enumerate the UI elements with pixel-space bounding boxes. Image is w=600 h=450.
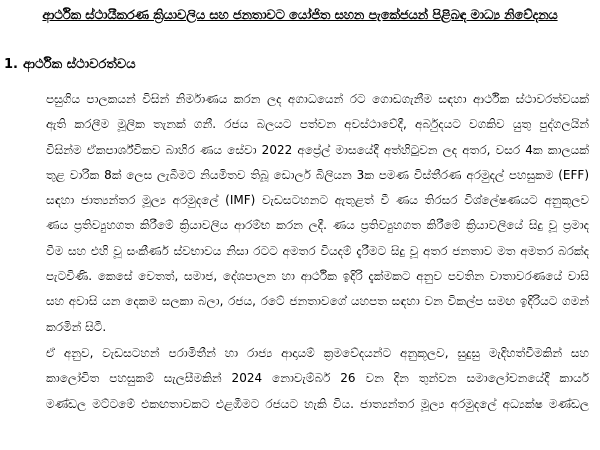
paragraph-line: පැටවිණි. කෙසේ වෙතත්, සමාජ, දේශපාලන හා ආර්ථික ඉදිරි දැක්මකට අනුව පවතින වාතාවරණයේ වාසි	[46, 269, 589, 284]
paragraph-line: මණ්ඩල මට්ටමේ එකඟතාවකට එළඹීමට රජයට හැකි විය. ජාත්‍යන්තර මූල්‍ය අරමුදලේ අධ්‍යක්ෂ මණ්ඩල	[46, 396, 589, 411]
paragraph-1	[46, 87, 589, 340]
paragraph-line: ඇති කරලීම මූලික තැනක් ගනී. රජය බලයට පත්වන අවස්ථාවේදී, අර්බුදයට වගකිව යුතු පුද්ගලයින්	[46, 117, 589, 132]
paragraph-line: කාලෝචිත පහසුකම් සැලසීමකින් 2024 නොවැම්බර් 26 වන දින තුන්වන සමාලෝචනයේදී කාර්ය	[46, 371, 589, 386]
paragraph-line: ණය ප්‍රතිව්‍යුහගත කිරීමේ ක්‍රියාවලිය ආරම්භ කරන ලදී. ණය ප්‍රතිව්‍යුහගත කිරීමේ ක්‍රියාවලියේ සිදු වූ ප්‍රමාද	[46, 218, 589, 233]
paragraph-line: විසින්ම ඒකපාර්ශ්විකව බාහිර ණය සේවා 2022 අප්‍රේල් මාසයේදී අත්හිටුවන ලද අතර, වසර 4ක කාලයක්	[46, 142, 589, 157]
paragraph-line: සඳහා ජාත්‍යන්තර මූල්‍ය අරමුදලේ (IMF) වැඩසටහනට ඇතුළත් වී ණය තිරසර විශ්ලේෂණයට අනුකූලව	[46, 193, 589, 208]
section-heading-text: ආර්ථික ස්ථාවරත්වය	[22, 57, 136, 72]
paragraph-line: තුළ වාරික 8ක් ලෙස ලැබීමට නියමිතව තිබූ ඩොලර් බිලියන 3ක පමණ විස්තීරණ අරමුදල් පහසුකම (EFF)	[46, 167, 589, 182]
paragraph-line: පසුගිය පාලකයන් විසින් නිර්මාණය කරන ලද අගාධයෙන් රට ගොඩගැනීම සඳහා ආර්ථික ස්ථාවරත්වයක්	[46, 92, 589, 106]
document-title: ආර්ථික ස්ථායීකරණ ක්‍රියාවලිය සහ ජනතාවට යෝජිත සහන පැකේජයන් පිළිබඳ මාධ්‍ය නිවේදනය	[42, 8, 558, 23]
section-heading	[4, 57, 136, 72]
paragraph-line: වීම සහ එහි වූ සංකීර්ණ ස්වභාවය නිසා රටට අමතර වියදම් දැරීමට සිදු වූ අතර ජනතාව මත අමතර බරක්ද	[46, 243, 589, 258]
section-number: 1.	[4, 57, 18, 72]
paragraph-line: සහ අවාසි යන දෙකම සලකා බලා, රජය, රටේ ජනතාවගේ යහපත සඳහා වන විකල්ප සමඟ ඉදිරියට ගමන්	[46, 294, 589, 309]
paragraph-2	[46, 341, 589, 417]
paragraph-line: ඒ අනුව, වැඩසටහන් පරාමිතීන් හා රාජ්‍ය ආදායම් ක්‍රමවේදයන්ට අනුකූලව, සුදුසු මැදිහත්වීමකින් සහ	[46, 346, 589, 360]
paragraph-line: කරමින් සිටී.	[46, 319, 107, 334]
